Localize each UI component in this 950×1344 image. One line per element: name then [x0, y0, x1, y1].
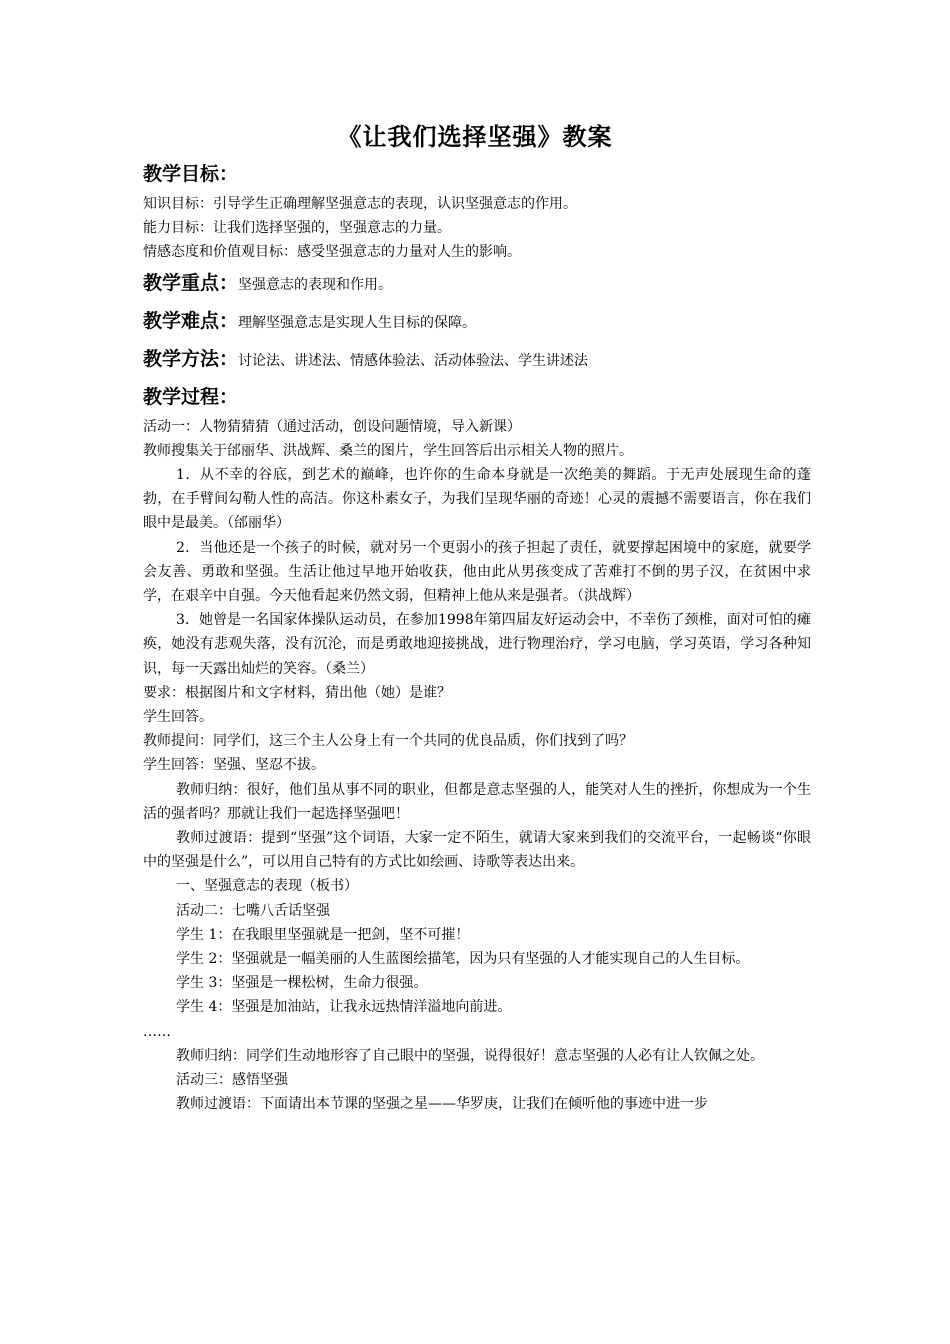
process-paragraph: 教师提问：同学们，这三个主人公身上有一个共同的优良品质，你们找到了吗？ [143, 733, 633, 750]
methods-label: 教学方法： [143, 347, 239, 370]
process-paragraph: 教师归纳：很好，他们虽从事不同的职业，但都是意志坚强的人，能笑对人生的挫折，你想成为一个生活的强者吗？那就让我们一起选择坚强吧！ [143, 781, 811, 822]
process-paragraph: 学生 4：坚强是加油站，让我永远热情洋溢地向前进。 [176, 999, 512, 1016]
key-point-section [143, 265, 811, 303]
process-heading: 教学过程： [143, 385, 239, 408]
process-paragraph: 活动一：人物猜猜猜（通过活动，创设问题情境，导入新课） [143, 418, 521, 435]
process-paragraph: 教师过渡语：提到“坚强”这个词语，大家一定不陌生，就请大家来到我们的交流平台，一起畅谈“你眼中的坚强是什么”，可以用自己特有的方式比如绘画、诗歌等表达出来。 [143, 830, 811, 871]
objective-ability: 能力目标：让我们选择坚强的，坚强意志的力量。 [143, 220, 451, 237]
difficulty-label: 教学难点： [143, 309, 239, 332]
process-paragraph: 学生 1：在我眼里坚强就是一把剑，坚不可摧！ [176, 926, 470, 943]
process-paragraph: 一、坚强意志的表现（板书） [176, 878, 358, 895]
process-paragraph: 活动三：感悟坚强 [176, 1072, 288, 1089]
methods-text: 讨论法、讲述法、情感体验法、活动体验法、学生讲述法 [238, 352, 589, 369]
process-paragraph: 学生回答：坚强、坚忍不拔。 [143, 757, 325, 774]
process-paragraph: 教师搜集关于邰丽华、洪战辉、桑兰的图片，学生回答后出示相关人物的照片。 [143, 442, 633, 459]
methods-section [143, 341, 811, 379]
process-paragraph: 要求：根据图片和文字材料，猜出他（她）是谁？ [143, 684, 451, 701]
process-paragraph: 3．她曾是一名国家体操队运动员，在参加1998年第四届友好运动会中，不幸伤了颈椎，面对可怕的瘫痪，她没有悲观失落，没有沉沦，而是勇敢地迎接挑战，进行物理治疗，学习电脑，学习英语，学习各种知识，每一天露出灿烂的笑容。（桑兰） [143, 612, 811, 677]
process-paragraph: 教师归纳：同学们生动地形容了自己眼中的坚强，说得很好！意志坚强的人必有让人钦佩之处。 [176, 1047, 764, 1064]
process-paragraph: 教师过渡语：下面请出本节课的坚强之星——华罗庚，让我们在倾听他的事迹中进一步 [176, 1096, 708, 1113]
document-body [143, 156, 811, 1117]
difficulty-text: 理解坚强意志是实现人生目标的保障。 [238, 314, 477, 331]
document-title: 《让我们选择坚强》教案 [337, 122, 613, 151]
process-paragraph: 学生 3：坚强是一棵松树，生命力很强。 [176, 975, 428, 992]
key-point-text: 坚强意志的表现和作用。 [238, 276, 393, 293]
difficulty-section [143, 303, 811, 341]
objectives-heading: 教学目标： [143, 163, 239, 185]
key-point-label: 教学重点： [143, 271, 239, 294]
process-paragraph: 1．从不幸的谷底，到艺术的巅峰，也许你的生命本身就是一次绝美的舞蹈。于无声处展现生命的蓬勃，在手臂间勾勒人性的高洁。你这朴素女子，为我们呈现华丽的奇迹！心灵的震撼不需要语言，你在我们眼中是最美。（邰丽华） [143, 467, 811, 532]
process-paragraph: 学生回答。 [143, 709, 213, 726]
process-paragraph: …… [143, 1023, 171, 1040]
process-paragraph: 2．当他还是一个孩子的时候，就对另一个更弱小的孩子担起了责任，就要撑起困境中的家庭，就要学会友善、勇敢和坚强。生活让他过早地开始收获，他由此从男孩变成了苦难打不倒的男子汉，在贫困中求学，在艰辛中自强。今天他看起来仍然文弱，但精神上他从来是强者。（洪战辉） [143, 539, 811, 605]
objective-emotion: 情感态度和价值观目标：感受坚强意志的力量对人生的影响。 [143, 244, 521, 261]
process-paragraph: 活动二：七嘴八舌话坚强 [176, 902, 330, 919]
objective-knowledge: 知识目标：引导学生正确理解坚强意志的表现，认识坚强意志的作用。 [143, 196, 577, 212]
process-paragraph: 学生 2：坚强就是一幅美丽的人生蓝图绘描笔，因为只有坚强的人才能实现自己的人生目标。 [176, 951, 750, 968]
